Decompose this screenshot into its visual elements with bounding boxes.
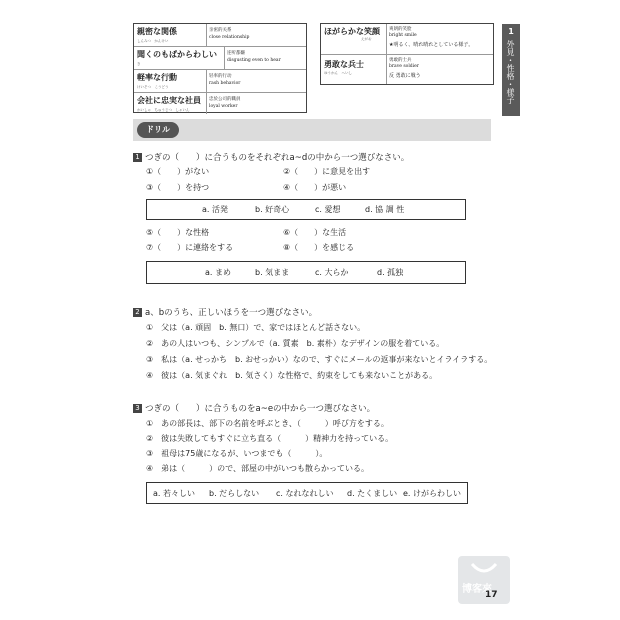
option: c. 大らか — [315, 268, 349, 277]
q1-item-6: ⑥（ ）な生活 — [283, 228, 347, 237]
vocab-term: 会社に忠実な社員 — [137, 96, 201, 105]
vocab-term: 勇敢な兵士 — [324, 60, 364, 69]
vocab-example: ★明るく、晴れ晴れとしている様子。 — [389, 42, 474, 48]
vocab-chinese: 爽朗的笑脸 — [389, 27, 412, 32]
vocab-table-right — [320, 23, 494, 85]
question-number: 2 — [133, 308, 142, 317]
option: c. なれなれしい — [276, 489, 334, 498]
option: b. だらしない — [209, 489, 260, 498]
vocab-term: 聞くのもばからわしい — [137, 50, 217, 59]
instruction-text: つぎの（ ）に合うものをa~eの中から一つ選びなさい。 — [145, 404, 376, 414]
question-1-instruction — [133, 151, 409, 163]
q1-option-box-1 — [146, 199, 466, 220]
option: a. まめ — [205, 268, 231, 277]
vocab-reading: き — [137, 62, 141, 66]
option: a. 若々しい — [153, 489, 195, 498]
vocab-chinese: 勇敢的士兵 — [389, 58, 412, 63]
chapter-number: 1 — [508, 27, 514, 36]
vocab-english: close relationship — [209, 35, 250, 40]
q3-option-box — [146, 482, 468, 504]
q3-item-2: ② 彼は失敗してもすぐに立ち直る（ ）精神力を持っている。 — [146, 434, 394, 443]
q2-item-3: ③ 私は（a. せっかち b. おせっかい）なので、すぐにメールの返事が来ないとイライラする。 — [146, 355, 493, 364]
watermark-logo — [458, 556, 510, 604]
vocab-reading: えがお — [361, 37, 372, 41]
option: b. 気まま — [255, 268, 290, 277]
q1-item-4: ④（ ）が悪い — [283, 183, 347, 192]
vocab-term: 軽率な行動 — [137, 73, 177, 82]
drill-header-band — [133, 119, 491, 141]
q2-item-1: ① 父は（a. 頑固 b. 無口）で、家ではほとんど話さない。 — [146, 323, 366, 332]
vocab-row — [134, 47, 306, 70]
q1-option-box-2 — [146, 261, 466, 284]
q1-item-2: ②（ ）に意見を出す — [283, 167, 371, 176]
q3-item-3: ③ 祖母は75歳になるが、いつまでも（ ）。 — [146, 449, 328, 458]
chapter-tab — [502, 24, 520, 116]
question-2-instruction — [133, 306, 317, 318]
page-number: 17 — [485, 590, 498, 600]
vocab-english: bright smile — [389, 33, 417, 38]
vocab-reading: しんみつ かんけい — [137, 39, 169, 43]
vocab-english: loyal worker — [209, 104, 238, 109]
drill-label: ドリル — [137, 122, 179, 138]
vocab-chinese: 亲密的关系 — [209, 28, 232, 33]
option: d. 協 調 性 — [365, 205, 405, 214]
vocab-chinese: 忠於公司的職員 — [209, 97, 241, 102]
instruction-text: つぎの（ ）に合うものをそれぞれa~dの中から一つ選びなさい。 — [145, 153, 410, 163]
vocab-english: brave soldier — [389, 64, 419, 69]
question-number: 3 — [133, 404, 142, 413]
vocab-reading: かいしゃ ちゅうじつ しゃいん — [137, 108, 190, 112]
option: e. けがらわしい — [403, 489, 462, 498]
option: d. たくましい — [347, 489, 398, 498]
vocab-table-left — [133, 23, 307, 113]
q3-item-1: ① あの部長は、部下の名前を呼ぶとき、（ ）呼び方をする。 — [146, 419, 389, 428]
question-number: 1 — [133, 153, 142, 162]
q2-item-4: ④ 彼は（a. 気まぐれ b. 気さく）な性格で、約束をしても来ないことがある。 — [146, 371, 438, 380]
question-3-instruction — [133, 402, 375, 414]
vocab-row — [321, 55, 493, 84]
q3-item-4: ④ 弟は（ ）ので、部屋の中がいつも散らかっている。 — [146, 464, 370, 473]
q1-item-8: ⑧（ ）を感じる — [283, 243, 355, 252]
vocab-english: rash behavior — [209, 81, 241, 86]
vocab-example: 反 勇敢に戦う — [389, 73, 421, 79]
vocab-chinese: 轻率的行动 — [209, 74, 232, 79]
option: a. 活発 — [202, 205, 228, 214]
watermark-text: 博客來 — [462, 584, 492, 595]
q1-item-3: ③（ ）を持つ — [146, 183, 210, 192]
option: d. 孤独 — [377, 268, 404, 277]
vocab-row — [134, 70, 306, 93]
vocab-row — [134, 93, 306, 114]
vocab-row — [321, 24, 493, 55]
vocab-reading: けいそつ こうどう — [137, 85, 169, 89]
vocab-reading: ゆうかん へいし — [324, 71, 352, 75]
vocab-chinese: 连听都嫌 — [227, 51, 245, 56]
vocab-row — [134, 24, 306, 47]
smile-icon — [458, 556, 510, 580]
q1-item-1: ①（ ）がない — [146, 167, 210, 176]
instruction-text: a、bのうち、正しいほうを一つ選びなさい。 — [145, 308, 318, 318]
q1-item-5: ⑤（ ）な性格 — [146, 228, 210, 237]
vocab-english: disgusting even to hear — [227, 58, 281, 63]
chapter-title: 外見・性格・様子 — [506, 40, 515, 104]
q2-item-2: ② あの人はいつも、シンプルで（a. 質素 b. 素朴）なデザインの服を着ている。 — [146, 339, 445, 348]
vocab-term: ほがらかな笑顔 — [324, 27, 380, 36]
option: c. 愛想 — [315, 205, 341, 214]
option: b. 好奇心 — [255, 205, 290, 214]
q1-item-7: ⑦（ ）に連絡をする — [146, 243, 234, 252]
vocab-term: 親密な関係 — [137, 27, 177, 36]
